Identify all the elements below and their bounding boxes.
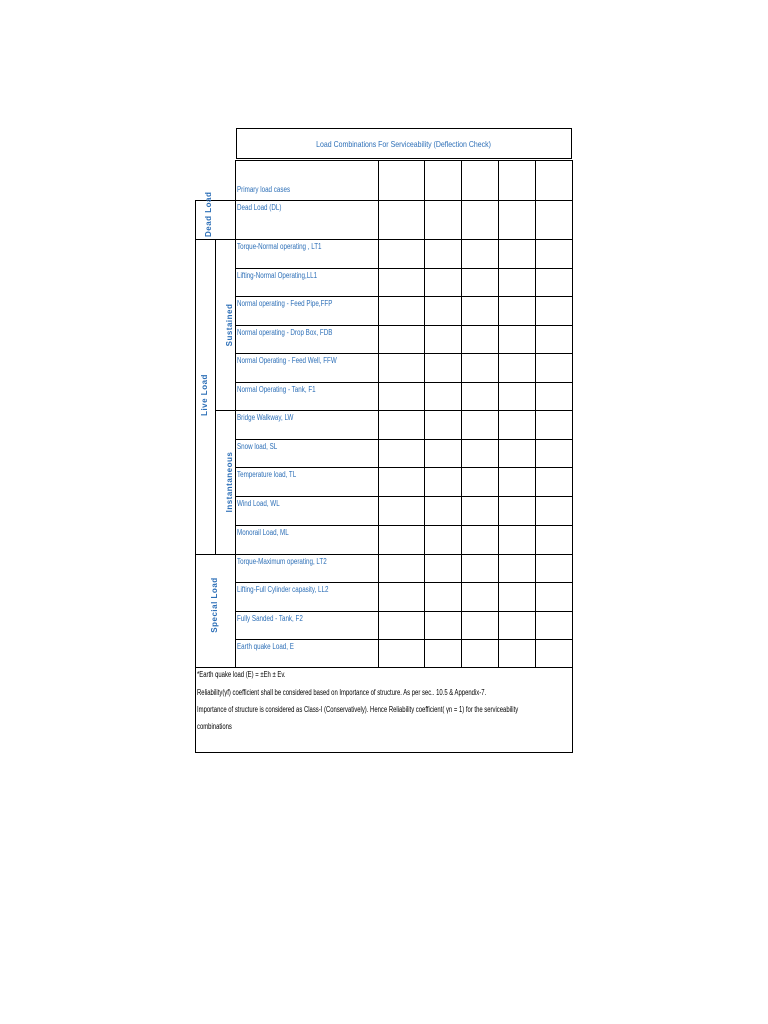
note-line-1: *Earth quake load (E) = ±Eh ± Ev. — [197, 670, 286, 679]
row-label: Temperature load, TL — [237, 470, 297, 479]
row-label: Normal operating - Feed Pipe,FFP — [237, 299, 333, 308]
group-sustained: Sustained — [225, 303, 234, 347]
border-subgroup — [215, 239, 216, 555]
row-label: Normal operating - Drop Box, FDB — [237, 328, 333, 337]
column-divider — [535, 160, 536, 668]
row-label: Bridge Walkway, LW — [237, 413, 294, 422]
row-label: Normal Operating - Tank, F1 — [237, 385, 316, 394]
row-label: Earth quake Load, E — [237, 642, 294, 651]
column-divider — [378, 160, 379, 668]
notes-bottom-line — [195, 752, 573, 753]
row-line — [235, 382, 573, 383]
row-line — [235, 611, 573, 612]
note-line-2: Reliability(γf) coefficient shall be considered based on Importance of structure. As per sec.. 10.5 & Appendix-7. — [197, 688, 487, 697]
row-label: Normal Operating - Feed Well, FFW — [237, 356, 337, 365]
note-line-3: Importance of structure is considered as Class-I (Conservatively). Hence Reliability coefficient( γn = 1) for the serviceability — [197, 705, 519, 714]
table-title — [236, 128, 572, 159]
column-divider — [498, 160, 499, 668]
group-live-load: Live Load — [200, 374, 209, 416]
row-line — [235, 268, 573, 269]
row-line — [235, 639, 573, 640]
note-line-4: combinations — [197, 722, 232, 731]
row-label: Fully Sanded - Tank, F2 — [237, 614, 303, 623]
row-label: Wind Load, WL — [237, 499, 280, 508]
border-left — [195, 200, 196, 753]
row-line — [235, 582, 573, 583]
row-line — [235, 439, 573, 440]
row-line — [195, 554, 573, 555]
row-line — [235, 353, 573, 354]
row-label: Lifting-Full Cylinder capasity, LL2 — [237, 585, 329, 594]
row-label: Snow load, SL — [237, 442, 278, 451]
row-label: Torque-Normal operating , LT1 — [237, 242, 322, 251]
border-right — [572, 160, 573, 753]
border-name-left — [235, 160, 236, 668]
row-label: Lifting-Normal Operating,LL1 — [237, 271, 318, 280]
row-line — [235, 496, 573, 497]
row-label: Torque-Maximum operating, LT2 — [237, 557, 327, 566]
row-label: Dead Load (DL) — [237, 203, 282, 212]
group-instantaneous: Instantaneous — [225, 451, 234, 513]
row-line — [235, 325, 573, 326]
row-line — [215, 410, 573, 411]
row-line — [195, 239, 573, 240]
row-line — [235, 525, 573, 526]
row-line — [235, 467, 573, 468]
table-title-text: Load Combinations For Serviceability (Deflection Check) — [316, 138, 492, 149]
header-top-line — [235, 160, 573, 161]
row-line — [195, 667, 573, 668]
header-primary-load-cases: Primary load cases — [237, 185, 291, 194]
row-line — [235, 296, 573, 297]
column-divider — [424, 160, 425, 668]
group-dead-load: Dead Load — [204, 191, 213, 237]
row-label: Monorail Load, ML — [237, 528, 289, 537]
group-special-load: Special Load — [210, 577, 219, 633]
header-bottom-line — [195, 200, 573, 201]
column-divider — [461, 160, 462, 668]
